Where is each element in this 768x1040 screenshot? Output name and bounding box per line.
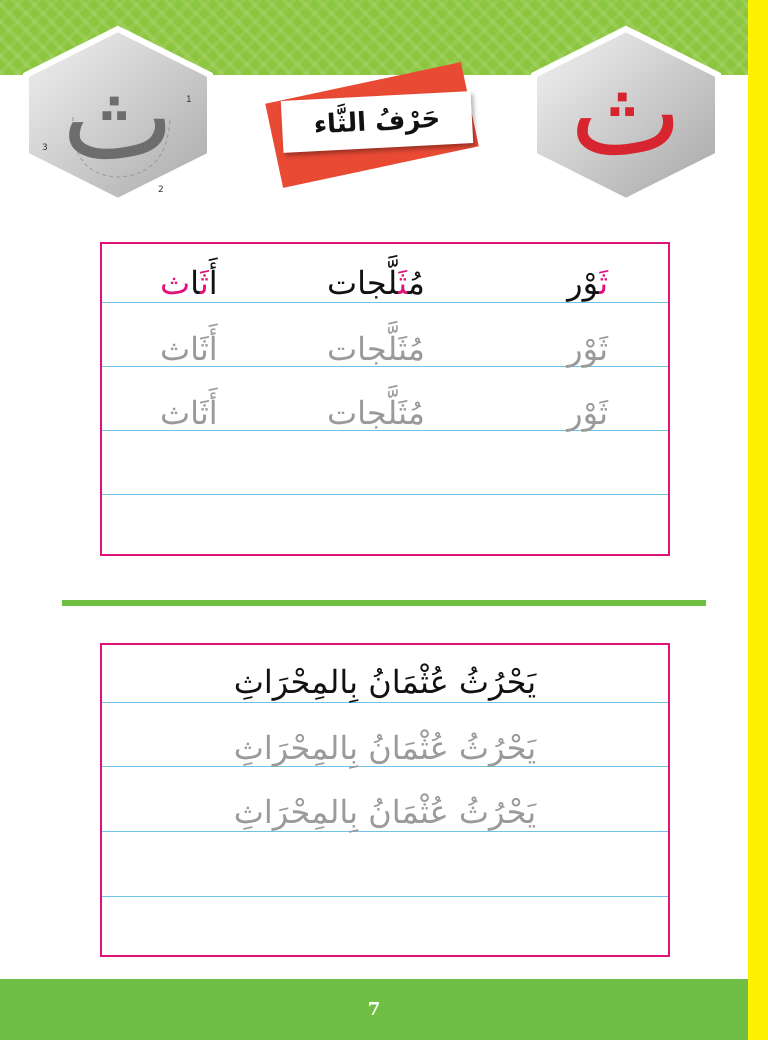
stroke-letter: ث	[61, 48, 175, 187]
ruled-line	[102, 831, 668, 832]
stroke-number-1: 1	[186, 95, 192, 105]
stroke-number-2: 2	[158, 185, 164, 195]
word-rest: مُ	[407, 264, 425, 302]
trace-word: مُثَلَّجات	[327, 394, 425, 432]
page-title: حَرْفُ الثَّاء	[313, 103, 441, 141]
page-number: 7	[367, 999, 381, 1020]
footer-band	[0, 979, 748, 1040]
ruled-line	[102, 494, 668, 495]
yellow-side-strip	[748, 0, 768, 1040]
trace-word: ثَوْر	[567, 394, 608, 432]
trace-sentence: يَحْرُثُ عُثْمَانُ بِالمِحْرَاثِ	[233, 793, 537, 831]
model-word-thawr	[567, 264, 608, 302]
ruled-line	[102, 896, 668, 897]
trace-word-row	[102, 394, 668, 454]
trace-word: أَثَاث	[160, 330, 218, 368]
trace-word-row	[102, 330, 668, 390]
highlight-letter: ث	[160, 264, 191, 302]
highlight-letter: ث	[199, 264, 209, 302]
title-card	[281, 91, 473, 153]
trace-word: أَثَاث	[160, 394, 218, 432]
word-rest: َلَّجات	[327, 264, 399, 302]
word-rest: َوْر	[567, 264, 600, 302]
model-word-muthallajat	[327, 264, 425, 302]
section-divider	[62, 600, 706, 606]
stroke-number-3: 3	[42, 143, 48, 153]
model-sentence: يَحْرُثُ عُثْمَانُ بِالمِحْرَاثِ	[233, 663, 537, 701]
model-word-athath	[160, 264, 218, 302]
word-rest: أَ	[208, 264, 218, 302]
red-letter: ث	[569, 44, 683, 183]
title-badge	[268, 78, 498, 178]
word-rest: َا	[190, 264, 200, 302]
trace-word: ثَوْر	[567, 330, 608, 368]
word-practice-box	[100, 242, 670, 556]
sentence-practice-box	[100, 643, 670, 957]
stroke-order-hexagon	[18, 25, 218, 205]
highlight-letter: ث	[599, 264, 608, 302]
ruled-line	[102, 702, 668, 703]
highlight-letter: ث	[398, 264, 408, 302]
trace-sentence: يَحْرُثُ عُثْمَانُ بِالمِحْرَاثِ	[233, 729, 537, 767]
trace-word: مُثَلَّجات	[327, 330, 425, 368]
model-word-row	[102, 264, 668, 324]
letter-hexagon	[526, 25, 726, 205]
